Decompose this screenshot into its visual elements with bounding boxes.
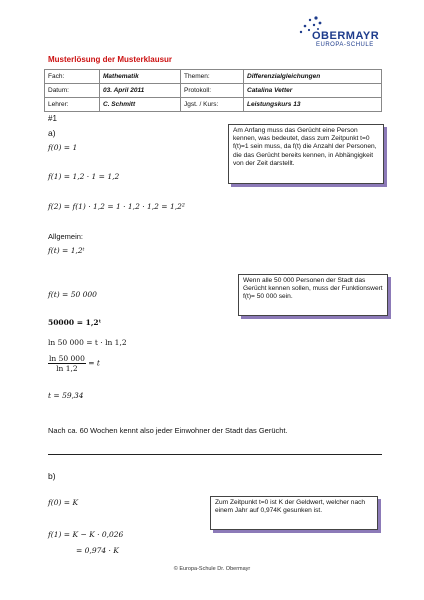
table-cell: 03. April 2011 [100, 84, 181, 98]
document-title: Musterlösung der Musterklausur [48, 55, 173, 64]
table-cell: Protokoll: [181, 84, 244, 98]
table-row [45, 98, 382, 112]
task-number: #1 [48, 114, 57, 123]
part-b-label: b) [48, 471, 56, 481]
table-cell: Datum: [45, 84, 100, 98]
table-cell: Mathematik [100, 70, 181, 84]
equation: f(0) = K [48, 498, 79, 507]
fraction-rhs: = t [88, 358, 100, 368]
note-box: Wenn alle 50 000 Personen der Stadt das Gerücht kennen sollen, muss der Funktionswert f(t)= 50 000 sein. [238, 274, 388, 316]
logo-name: OBERMAYR [312, 30, 380, 42]
equation: f(2) = f(1) · 1,2 = 1 · 1,2 · 1,2 = 1,2² [48, 202, 185, 211]
table-cell: Catalina Vetter [244, 84, 382, 98]
table-cell: C. Schmitt [100, 98, 181, 112]
general-label: Allgemein: [48, 232, 84, 241]
table-cell: Leistungskurs 13 [244, 98, 382, 112]
fraction-numerator: ln 50 000 [49, 354, 85, 363]
table-cell: Themen: [181, 70, 244, 84]
equation: f(1) = K − K · 0,026 [48, 530, 124, 539]
table-row [45, 84, 382, 98]
part-a-label: a) [48, 128, 56, 138]
fraction-denominator: ln 1,2 [56, 364, 78, 373]
conclusion-text: Nach ca. 60 Wochen kennt also jeder Einwohner der Stadt das Gerücht. [48, 426, 288, 435]
equation: f(t) = 50 000 [48, 290, 97, 299]
note-box: Zum Zeitpunkt t=0 ist K der Geldwert, welcher nach einem Jahr auf 0,974K gesunken ist. [210, 496, 378, 530]
equation: = 0,974 · K [76, 546, 119, 555]
section-divider [48, 454, 382, 455]
table-cell: Fach: [45, 70, 100, 84]
table-cell: Differenzialgleichungen [244, 70, 382, 84]
note-box: Am Anfang muss das Gerücht eine Person kennen, was bedeutet, dass zum Zeitpunkt t=0 f(t)=1 sein muss, da f(t) die Anzahl der Personen, die das Gerücht bereits kennen, in Abhängigkeit von der Zeit darstellt. [228, 124, 384, 184]
fraction [48, 354, 86, 373]
footer: © Europa-Schule Dr. Obermayr [173, 566, 251, 572]
equation: f(0) = 1 [48, 143, 78, 152]
table-cell: Jgst. / Kurs: [181, 98, 244, 112]
equation: ln 50 000 = t · ln 1,2 [48, 338, 127, 347]
equation: f(1) = 1,2 · 1 = 1,2 [48, 172, 120, 181]
table-cell: Lehrer: [45, 98, 100, 112]
equation: 50000 = 1,2ᵗ [48, 318, 102, 327]
info-table [44, 69, 382, 112]
equation: f(t) = 1,2ᵗ [48, 246, 85, 255]
table-row [45, 70, 382, 84]
logo-subtitle: EUROPA-SCHULE [316, 42, 374, 48]
fraction-equation [48, 354, 100, 373]
equation: t = 59,34 [48, 391, 84, 400]
